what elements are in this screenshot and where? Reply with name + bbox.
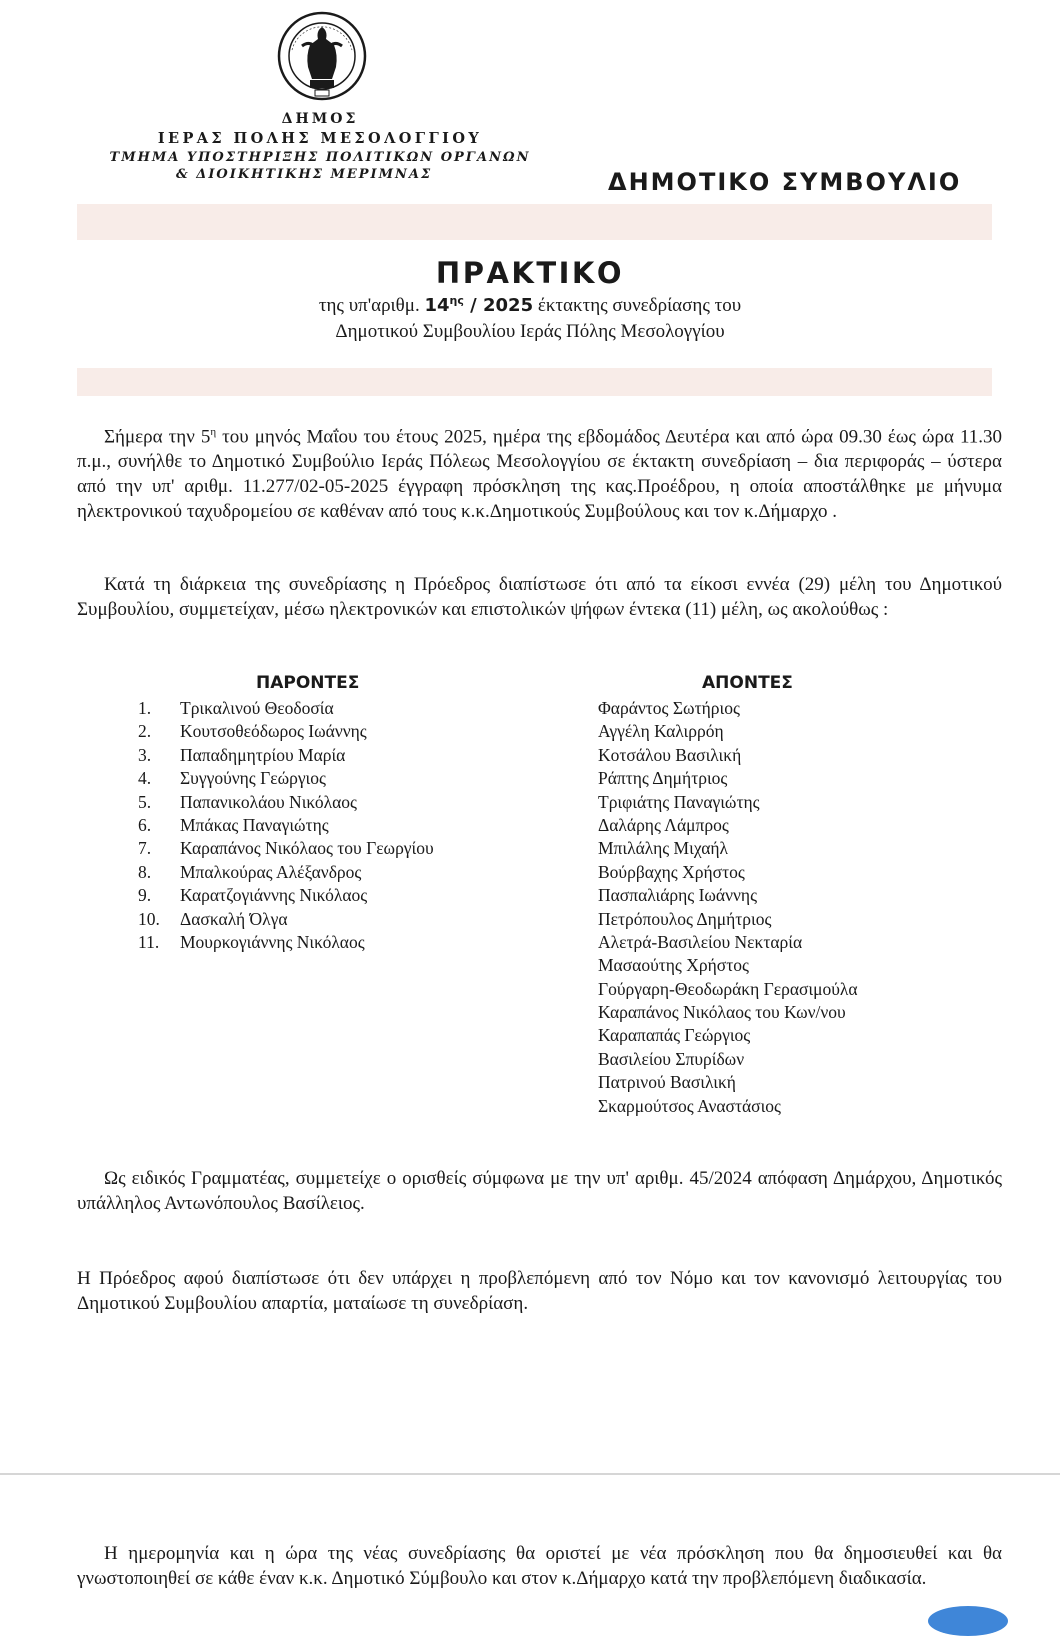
absent-member-item: Πατρινού Βασιλική <box>598 1072 736 1093</box>
absent-members-list <box>598 697 858 1118</box>
present-member-item <box>138 697 434 720</box>
member-number: 6. <box>138 814 152 835</box>
member-name: Παπαδημητρίου Μαρία <box>180 744 346 765</box>
absent-member-item: Φαράντος Σωτήριος <box>598 698 740 718</box>
municipality-label: ΔΗΜΟΣ <box>281 111 359 127</box>
member-name: Μουρκογιάννης Νικόλαος <box>180 931 365 952</box>
present-heading: ΠΑΡΟΝΤΕΣ <box>256 673 360 693</box>
member-name: Μπάκας Παναγιώτης <box>180 814 329 835</box>
absent-member-item: Μασαούτης Χρήστος <box>598 955 749 976</box>
member-number: 8. <box>138 861 152 882</box>
absent-member-item: Σκαρμούτσος Αναστάσιος <box>598 1095 781 1116</box>
member-name: Δασκαλή Όλγα <box>180 908 288 929</box>
municipal-seal-icon <box>276 10 368 110</box>
scroll-button[interactable] <box>928 1606 1008 1636</box>
member-number: 2. <box>138 721 152 742</box>
member-name: Συγγούνης Γεώργιος <box>180 768 326 789</box>
member-number: 3. <box>138 744 152 765</box>
subtitle-line-1 <box>0 294 1060 317</box>
absent-member-item: Πασπαλιάρης Ιωάννης <box>598 885 758 906</box>
member-name: Κουτσοθεόδωρος Ιωάννης <box>180 721 367 742</box>
member-name: Παπανικολάου Νικόλαος <box>180 791 357 812</box>
intro-paragraph: Σήμερα την $5^\eta$ του μηνός Μαΐου του έτους 2025, ημέρα της εβδομάδος Δευτέρα και από ώρα 09.30 έως ώρα 11.30 π.μ., συνήλθε το Δημοτικό Συμβούλιο Ιεράς Πόλεως Μεσολογγίου σε έκτακτη συνεδρίαση – δια περιφοράς – ύστερα από την υπ' αριθμ. 11.277/02-05-2025 έγγραφη πρόσκληση της κας.Προέδρου, η οποία αποστάλθηκε με μήνυμα ηλεκτρονικού ταχυδρομείου σε καθέναν από τους κ.κ.Δημοτικούς Συμβούλους και τον κ.Δήμαρχο . <box>77 426 1002 523</box>
absent-heading: ΑΠΟΝΤΕΣ <box>702 673 793 693</box>
present-member-item <box>138 884 434 907</box>
absent-member-item: Αλετρά-Βασιλείου Νεκταρία <box>598 931 803 952</box>
page-title: ΠΡΑΚΤΙΚΟ <box>435 256 625 290</box>
absent-member-item: Γούργαρη-Θεοδωράκη Γερασιμούλα <box>598 978 858 999</box>
present-member-item <box>138 837 434 860</box>
department-name-cont: & ΔΙΟΙΚΗΤΙΚΗΣ ΜΕΡΙΜΝΑΣ <box>176 167 433 182</box>
absent-member-item: Πετρόπουλος Δημήτριος <box>598 908 772 929</box>
present-member-item <box>138 720 434 743</box>
present-member-item <box>138 861 434 884</box>
absent-member-item: Δαλάρης Λάμπρος <box>598 814 729 835</box>
member-number: 10. <box>138 908 160 929</box>
absent-member-item: Αγγέλη Καλιρρόη <box>598 721 724 742</box>
present-member-item <box>138 814 434 837</box>
member-name: Τρικαλινού Θεοδοσία <box>180 698 334 718</box>
present-member-item <box>138 791 434 814</box>
member-name: Καραπάνος Νικόλαος του Γεωργίου <box>180 838 434 859</box>
member-number: 4. <box>138 768 152 789</box>
municipality-name: ΙΕΡΑΣ ΠΟΛΗΣ ΜΕΣΟΛΟΓΓΙΟΥ <box>157 130 483 147</box>
next-session-paragraph: Η ημερομηνία και η ώρα της νέας συνεδρίασης θα οριστεί με νέα πρόσκληση που θα δημοσιευθεί και θα γνωστοποιηθεί σε κάθε έναν κ.κ. Δημοτικό Σύμβουλο και στον κ.Δήμαρχο κατά την προβλεπόμενη διαδικασία. <box>77 1543 1002 1589</box>
present-members-list <box>138 697 434 954</box>
subtitle-line-2: Δημοτικού Συμβουλίου Ιεράς Πόλης Μεσολογγίου <box>335 321 725 342</box>
present-member-item <box>138 744 434 767</box>
title-band <box>77 368 992 396</box>
member-number: 5. <box>138 791 152 812</box>
subtitle-prefix: της υπ'αριθμ. <box>318 295 420 316</box>
absent-member-item: Ράπτης Δημήτριος <box>598 768 728 789</box>
absent-member-item: Βασιλείου Σπυρίδων <box>598 1048 745 1069</box>
member-number: 1. <box>138 698 152 718</box>
absent-member-item: Τριφιάτης Παναγιώτης <box>598 791 760 812</box>
member-name: Μπαλκούρας Αλέξανδρος <box>180 861 362 882</box>
secretary-paragraph: Ως ειδικός Γραμματέας, συμμετείχε ο ορισθείς σύμφωνα με την υπ' αριθμ. 45/2024 απόφαση Δημάρχου, Δημοτικός υπάλληλος Αντωνόπουλος Βασίλειος. <box>77 1168 1002 1214</box>
absent-member-item: Βούρβαχης Χρήστος <box>598 861 745 882</box>
subtitle-suffix: έκτακτης συνεδρίασης του <box>537 295 742 316</box>
member-number: 7. <box>138 838 152 859</box>
council-label: ΔΗΜΟΤΙΚΟ ΣΥΜΒΟΥΛΙΟ <box>608 168 962 196</box>
header-band <box>77 204 992 240</box>
present-member-item <box>138 931 434 954</box>
member-number: 11. <box>138 931 160 952</box>
absent-member-item: Καραπάνος Νικόλαος του Κων/νου <box>598 1002 846 1023</box>
absent-member-item: Καραπαπάς Γεώργιος <box>598 1025 751 1046</box>
present-member-item <box>138 908 434 931</box>
member-name: Καρατζογιάννης Νικόλαος <box>180 885 368 906</box>
absent-member-item: Κοτσάλου Βασιλική <box>598 744 742 765</box>
member-number: 9. <box>138 885 152 906</box>
department-name: ΤΜΗΜΑ ΥΠΟΣΤΗΡΙΞΗΣ ΠΟΛΙΤΙΚΩΝ ΟΡΓΑΝΩΝ <box>109 150 531 165</box>
session-number: $14^{\eta\varsigma} / 2025$ <box>424 294 534 316</box>
absent-member-item: Μπιλάλης Μιχαήλ <box>598 838 729 859</box>
page-divider <box>0 1473 1060 1475</box>
present-member-item <box>138 767 434 790</box>
cancellation-paragraph: Η Πρόεδρος αφού διαπίστωσε ότι δεν υπάρχει η προβλεπόμενη από τον Νόμο και τον κανονισμό λειτουργίας του Δημοτικού Συμβουλίου απαρτία, ματαίωσε τη συνεδρίαση. <box>77 1268 1002 1314</box>
attendance-paragraph: Κατά τη διάρκεια της συνεδρίασης η Πρόεδρος διαπίστωσε ότι από τα είκοσι εννέα (29) μέλη του Δημοτικού Συμβουλίου, συμμετείχαν, μέσω ηλεκτρονικών και επιστολικών ψήφων έντεκα (11) μέλη, ως ακολούθως : <box>77 574 1002 620</box>
